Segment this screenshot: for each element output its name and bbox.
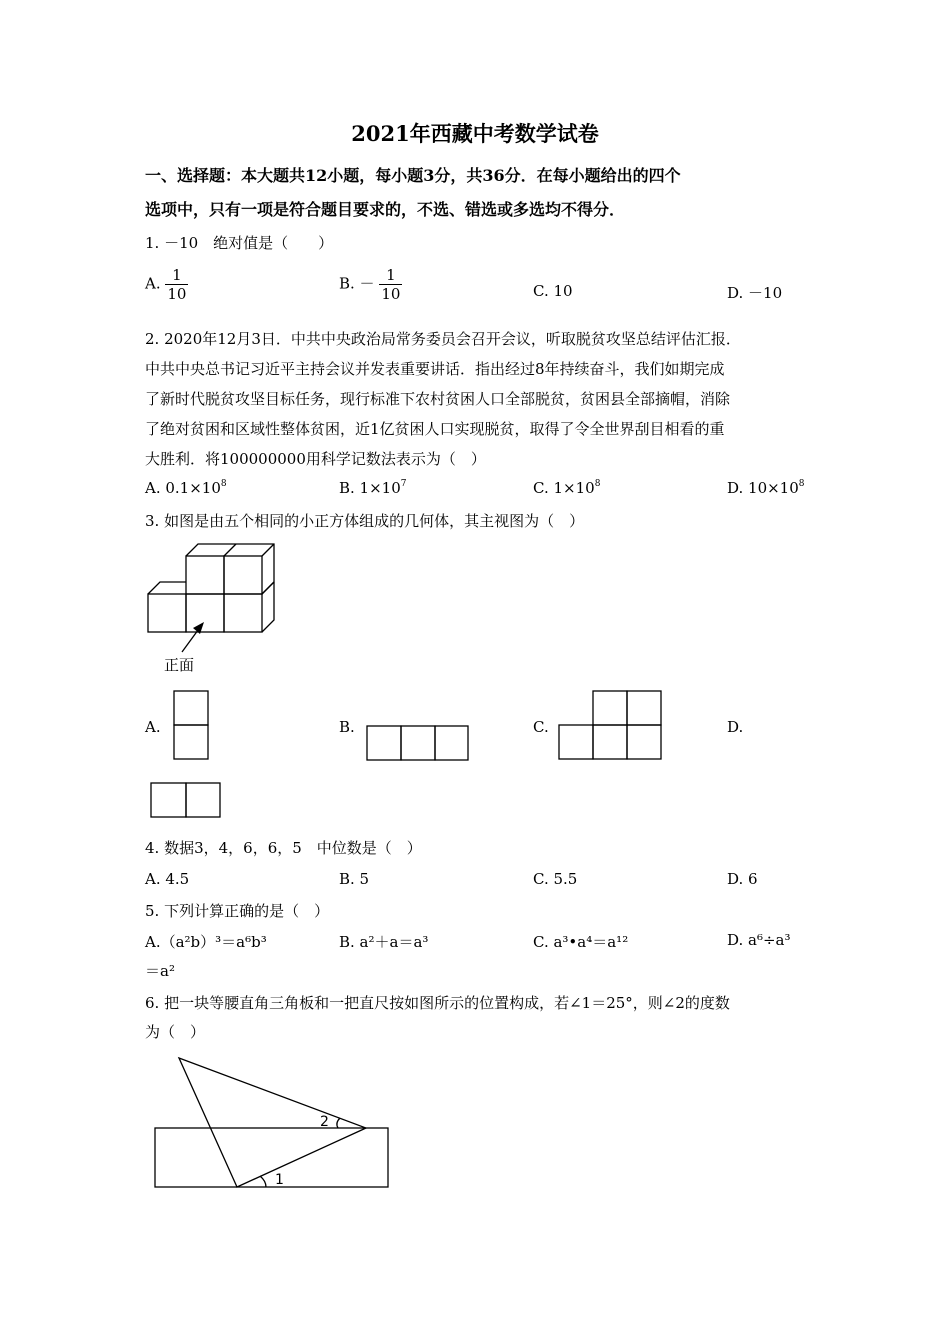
q5-stem: 5. 下列计算正确的是（ ）	[145, 902, 330, 920]
q2-a-text: A. 0.1×10	[145, 479, 221, 497]
q2-c-text: C. 1×10	[533, 479, 595, 497]
q1-option-b	[339, 266, 402, 303]
q2-option-d	[727, 479, 805, 497]
q2-line-1: 2. 2020年12月3日．中共中央政治局常务委员会召开会议，听取脱贫攻坚总结评估汇报．	[145, 330, 741, 348]
q4-option-c: C. 5.5	[533, 870, 578, 888]
q3-option-c-label: C.	[533, 718, 549, 736]
q2-c-exp: 8	[594, 479, 601, 489]
q5-option-a: A.（a²b）³＝a⁶b³	[145, 933, 267, 951]
angle-1-label: 1	[275, 1172, 284, 1188]
q3-option-d-figure	[150, 782, 222, 818]
q1-b-numerator: 1	[379, 266, 402, 285]
q5-option-b: B. a²＋a＝a³	[339, 933, 429, 951]
q2-b-exp: 7	[400, 479, 407, 489]
section-heading-line2: 选项中，只有一项是符合题目要求的，不选、错选或多选均不得分．	[145, 200, 626, 219]
q1-b-fraction	[379, 266, 402, 303]
q1-option-a	[145, 266, 188, 303]
q1-a-fraction	[165, 266, 188, 303]
q3-option-c-figure	[558, 690, 662, 760]
q5-option-d-continued: ＝a²	[145, 962, 175, 980]
q2-option-a	[145, 479, 227, 497]
q1-b-denominator: 10	[381, 285, 401, 303]
q6-line-2: 为（ ）	[145, 1023, 206, 1041]
q5-option-d: D. a⁶÷a³	[727, 931, 791, 949]
ruler	[155, 1128, 388, 1187]
angle-1-arc	[260, 1176, 266, 1187]
q3-front-label: 正面	[164, 656, 195, 674]
q3-option-b-figure	[366, 725, 470, 761]
q2-d-text: D. 10×10	[727, 479, 799, 497]
q5-option-c: C. a³•a⁴＝a¹²	[533, 933, 629, 951]
q2-b-text: B. 1×10	[339, 479, 401, 497]
q1-stem: 1. －10 绝对值是（ ）	[145, 234, 334, 252]
q2-line-4: 了绝对贫困和区域性整体贫困，近1亿贫困人口实现脱贫，取得了令全世界刮目相看的重	[145, 420, 725, 438]
section-heading-line1: 一、选择题：本大题共12小题，每小题3分，共36分．在每小题给出的四个	[145, 166, 681, 185]
q1-a-numerator: 1	[165, 266, 188, 285]
q2-line-3: 了新时代脱贫攻坚目标任务，现行标准下农村贫困人口全部脱贫，贫困县全部摘帽，消除	[145, 390, 731, 408]
q6-triangle-ruler-figure	[150, 1050, 400, 1195]
q1-a-label: A.	[145, 274, 161, 293]
q2-line-2: 中共中央总书记习近平主持会议并发表重要讲话．指出经过8年持续奋斗，我们如期完成	[145, 360, 725, 378]
q2-option-b	[339, 479, 407, 497]
q2-a-exp: 8	[220, 479, 227, 489]
triangle	[179, 1058, 366, 1187]
q3-stem: 3. 如图是由五个相同的小正方体组成的几何体，其主视图为（ ）	[145, 512, 585, 530]
q4-option-b: B. 5	[339, 870, 370, 888]
q3-option-a-label: A.	[145, 718, 161, 736]
angle-2-arc	[337, 1118, 340, 1128]
q2-line-5: 大胜利．将100000000用科学记数法表示为（ ）	[145, 450, 486, 468]
q3-option-d-label: D.	[727, 718, 744, 736]
q1-b-label: B. －	[339, 274, 375, 293]
page-title: 2021年西藏中考数学试卷	[351, 121, 599, 146]
q4-option-a: A. 4.5	[145, 870, 190, 888]
q4-option-d: D. 6	[727, 870, 758, 888]
q4-stem: 4. 数据3，4，6，6，5 中位数是（ ）	[145, 839, 422, 857]
q2-d-exp: 8	[798, 479, 805, 489]
q1-option-d: D. －10	[727, 284, 783, 302]
q6-line-1: 6. 把一块等腰直角三角板和一把直尺按如图所示的位置构成，若∠1＝25°，则∠2的度数	[145, 994, 730, 1012]
angle-2-label: 2	[320, 1114, 329, 1130]
q3-option-a-figure	[173, 690, 209, 760]
q1-a-denominator: 10	[167, 285, 187, 303]
q1-option-c: C. 10	[533, 282, 573, 300]
q3-solid-figure	[140, 540, 290, 680]
q2-option-c	[533, 479, 600, 497]
q3-option-b-label: B.	[339, 718, 355, 736]
